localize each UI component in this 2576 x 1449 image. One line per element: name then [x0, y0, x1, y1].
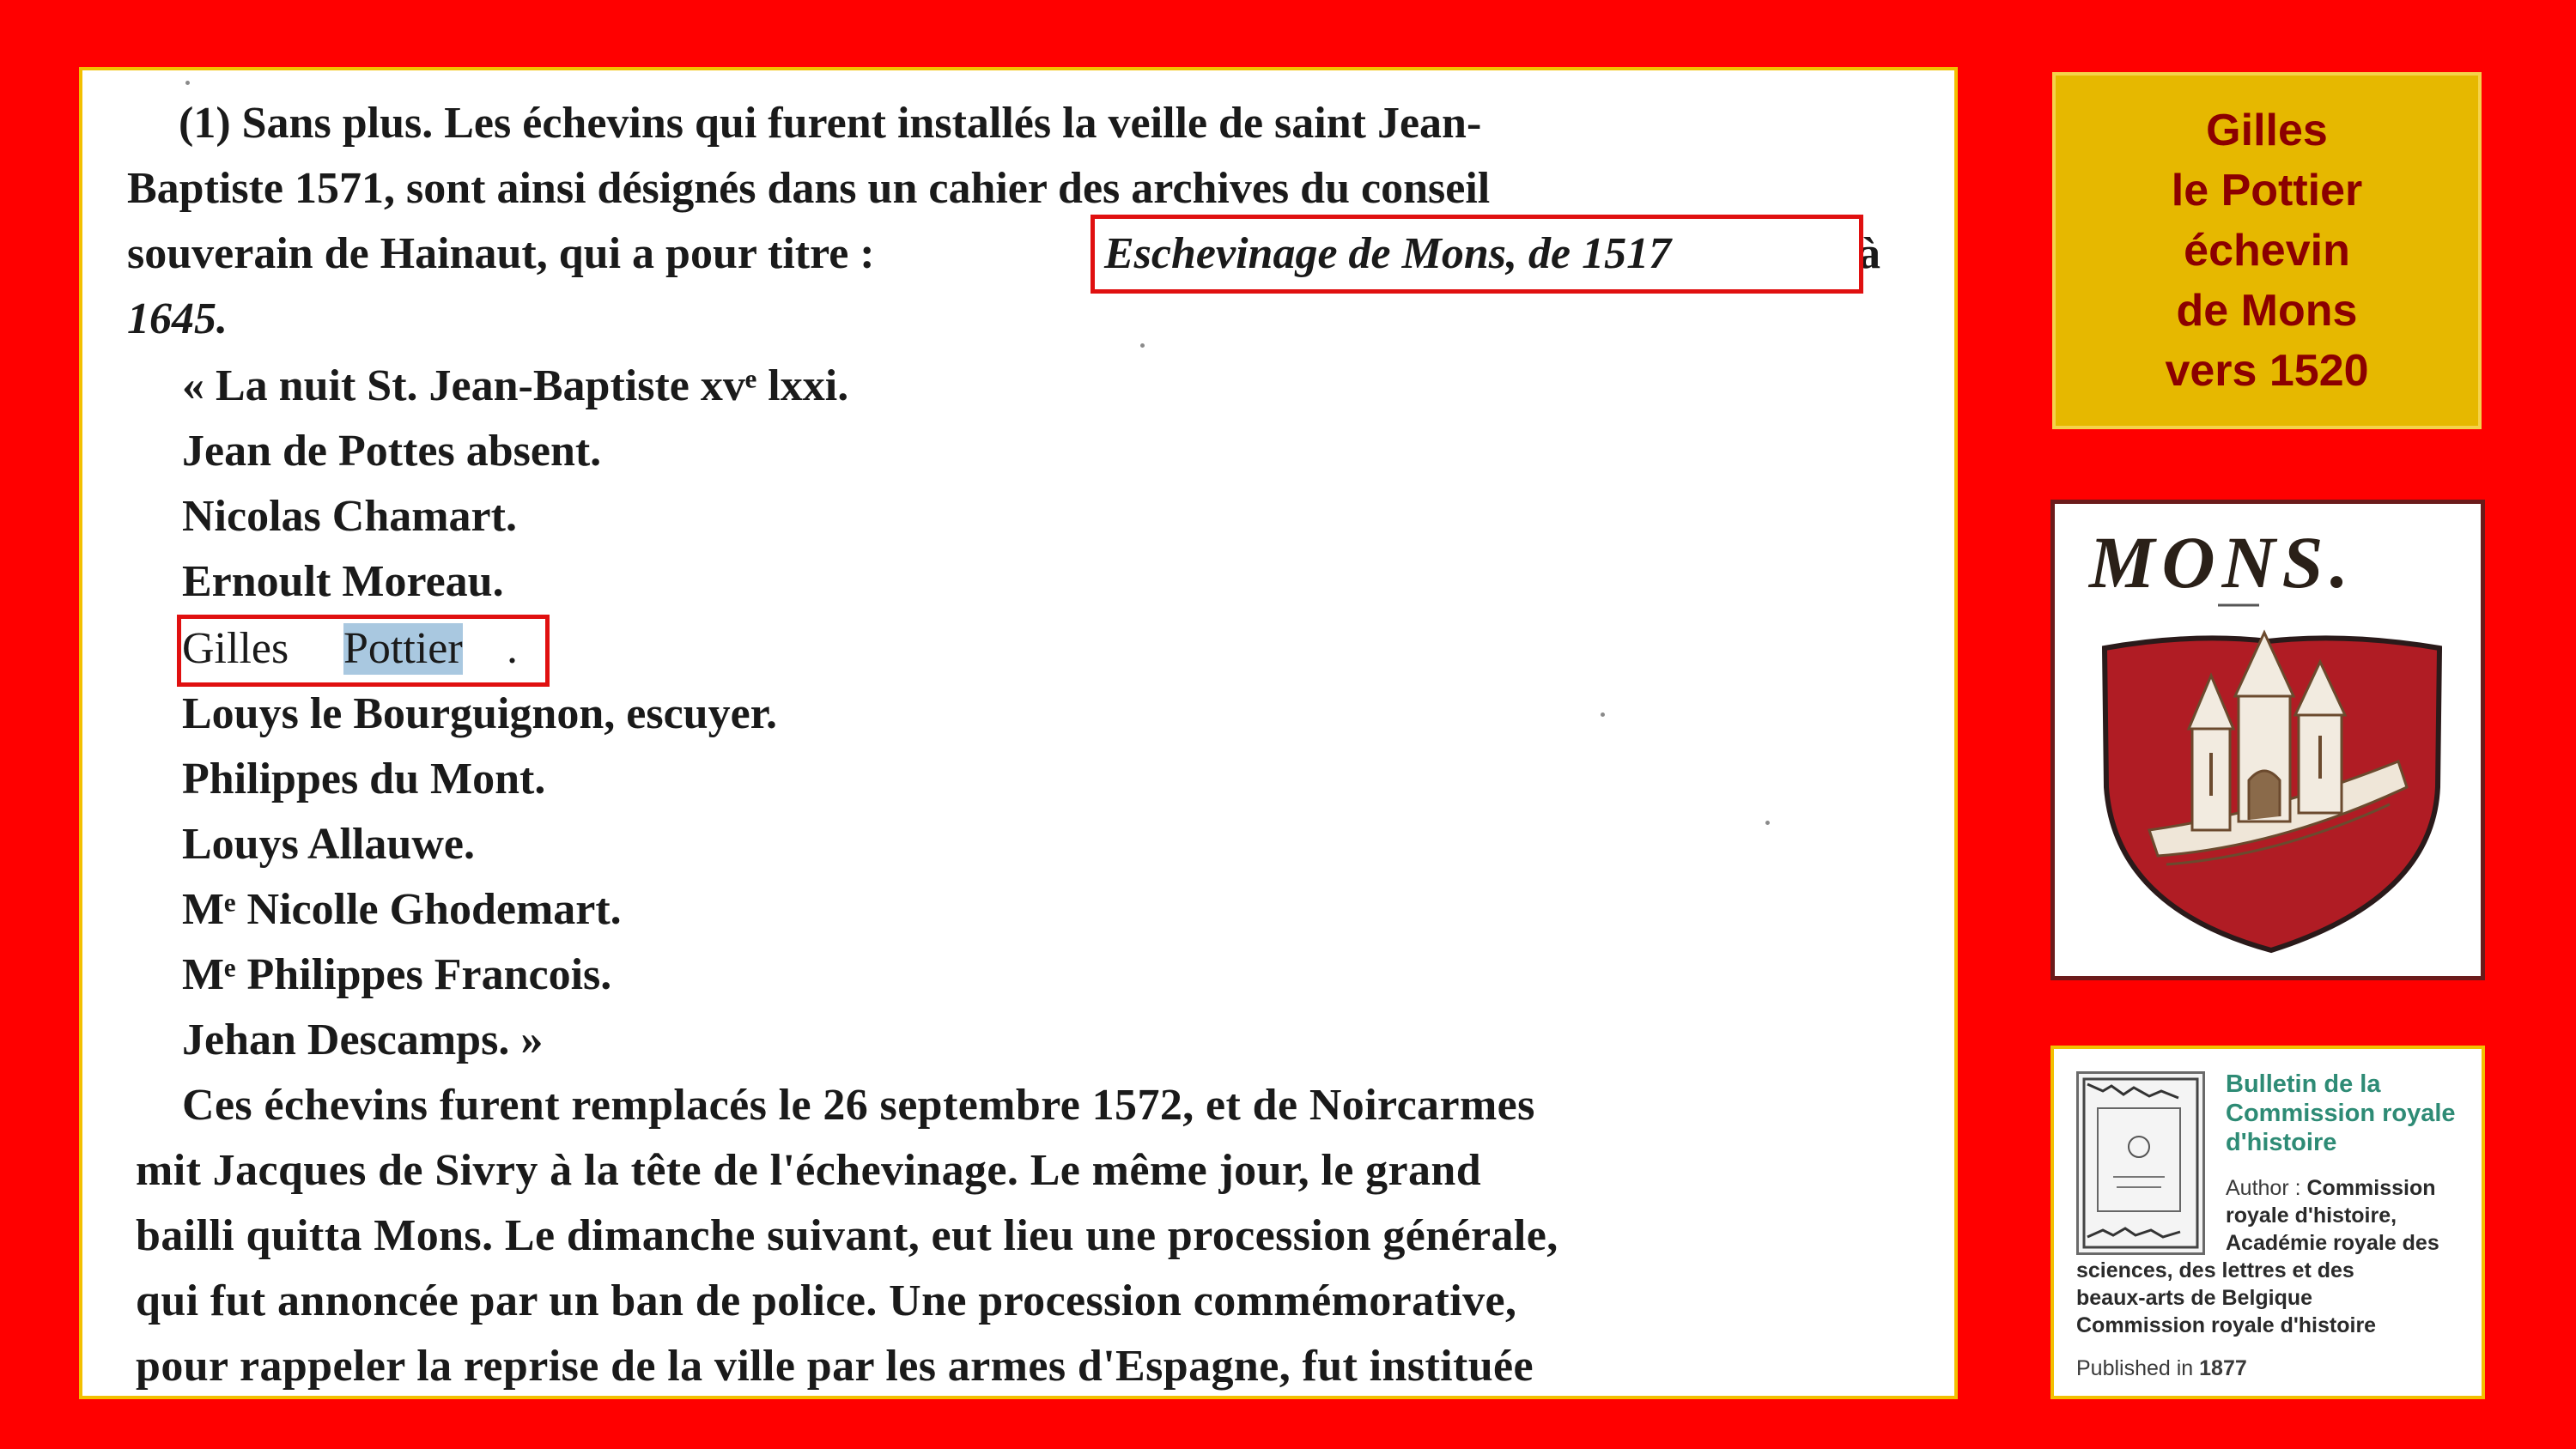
author-name: royale d'histoire, [2226, 1203, 2397, 1228]
book-title-link[interactable]: Bulletin de la Commission royale d'histoire [2226, 1070, 2456, 1156]
author-name: Commission royale d'histoire [2076, 1313, 2377, 1337]
excerpt-line: Ces échevins furent remplacés le 26 septembre 1572, et de Noircarmes [182, 1081, 1535, 1130]
excerpt-line: 1645. [127, 294, 228, 343]
excerpt-line: (1) Sans plus. Les échevins qui furent installés la veille de saint Jean- [179, 99, 1482, 148]
title-line: de Mons [2176, 286, 2358, 336]
excerpt-line: souverain de Hainaut, qui a pour titre : [127, 229, 875, 278]
published-label: Published in [2076, 1356, 2200, 1380]
scan-speck [185, 81, 190, 85]
author-name: Académie royale des [2226, 1231, 2439, 1255]
excerpt-line: bailli quitta Mons. Le dimanche suivant, eut lieu une procession générale, [136, 1211, 1558, 1260]
title-line: le Pottier [2171, 166, 2363, 215]
excerpt-line: à [1858, 229, 1880, 278]
title-line: vers 1520 [2165, 346, 2369, 396]
excerpt-line: Baptiste 1571, sont ainsi désignés dans un cahier des archives du conseil [127, 164, 1491, 213]
gilles-pottier-highlight-box [177, 615, 550, 687]
excerpt-line: Jean de Pottes absent. [182, 427, 602, 476]
excerpt-line-archive-title: Eschevinage de Mons, de 1517 [1104, 229, 1672, 278]
castle-shield-icon [2055, 504, 2481, 976]
excerpt-line: . [507, 624, 518, 673]
author-label: Author : [2226, 1176, 2307, 1200]
author-name: sciences, des lettres et des [2076, 1258, 2354, 1282]
excerpt-line: Jehan Descamps. » [182, 1016, 544, 1064]
book-author [2076, 1174, 2471, 1339]
title-card [2052, 72, 2482, 429]
book-reference-card [2050, 1046, 2485, 1399]
excerpt-line: Mᵉ Philippes Francois. [182, 950, 612, 999]
excerpt-line: mit Jacques de Sivry à la tête de l'échevinage. Le même jour, le grand [136, 1146, 1482, 1195]
scan-speck [1140, 343, 1145, 348]
title-line: échevin [2184, 226, 2350, 276]
excerpt-line: Louys le Bourguignon, escuyer. [182, 689, 777, 738]
excerpt-line: Nicolas Chamart. [182, 492, 517, 541]
scan-speck [1765, 821, 1770, 825]
coat-of-arms-panel [2050, 500, 2485, 980]
author-name: Commission [2306, 1176, 2436, 1200]
scanned-excerpt [79, 67, 1958, 1399]
excerpt-line-pottier: Pottier [343, 624, 463, 673]
excerpt-line: Louys Allauwe. [182, 820, 475, 869]
published-year: 1877 [2199, 1356, 2247, 1380]
excerpt-line: Philippes du Mont. [182, 755, 546, 803]
author-name: beaux-arts de Belgique [2076, 1286, 2313, 1310]
excerpt-line: qui fut annoncée par un ban de police. Une procession commémorative, [136, 1276, 1517, 1325]
excerpt-line: Mᵉ Nicolle Ghodemart. [182, 885, 622, 934]
archive-title-highlight-box [1091, 215, 1863, 294]
book-published [2076, 1356, 2247, 1381]
excerpt-line-gilles: Gilles [182, 624, 289, 673]
excerpt-line: pour rappeler la reprise de la ville par les armes d'Espagne, fut instituée [136, 1342, 1534, 1391]
arms-label: MONS. [2089, 521, 2356, 603]
scan-speck [1601, 712, 1605, 717]
title-line: Gilles [2206, 106, 2328, 155]
excerpt-line: « La nuit St. Jean-Baptiste xvᵉ lxxi. [182, 361, 849, 410]
excerpt-line: Ernoult Moreau. [182, 557, 504, 606]
